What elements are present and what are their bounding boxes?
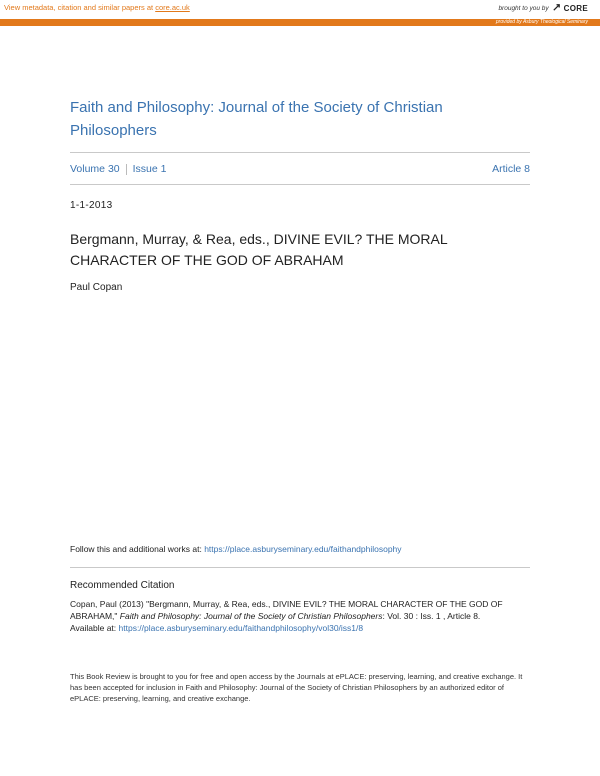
divider-citation <box>70 567 530 568</box>
core-logo-icon <box>552 3 561 14</box>
issue-link[interactable]: Issue 1 <box>132 163 167 175</box>
core-brand[interactable] <box>498 3 588 14</box>
publication-date: 1-1-2013 <box>70 200 113 211</box>
core-link-domain[interactable]: core.ac.uk <box>155 3 190 12</box>
citation-line2: : Vol. 30 : Iss. 1 , Article 8. <box>382 611 481 621</box>
recommended-citation-heading: Recommended Citation <box>70 580 175 591</box>
article-link[interactable]: Article 8 <box>492 163 530 175</box>
available-label: Available at: <box>70 623 119 633</box>
brought-to-you-text: brought to you by <box>498 5 549 12</box>
available-link[interactable]: https://place.asburyseminary.edu/faithandphilosophy/vol30/iss1/8 <box>118 623 364 633</box>
core-provided-by: provided by Asbury Theological Seminary <box>495 19 588 25</box>
core-banner-top <box>0 0 600 19</box>
divider-top <box>70 152 530 153</box>
core-logo-text: CORE <box>563 4 588 13</box>
core-metadata-link[interactable] <box>4 3 190 12</box>
author-name: Paul Copan <box>70 282 123 293</box>
core-banner <box>0 0 600 26</box>
volume-link[interactable]: Volume 30 <box>70 163 120 175</box>
core-link-prefix: View metadata, citation and similar papers at <box>4 3 156 12</box>
volume-issue-row <box>70 163 530 175</box>
article-title: Bergmann, Murray, & Rea, eds., DIVINE EVIL? THE MORAL CHARACTER OF THE GOD OF ABRAHAM <box>70 231 448 268</box>
follow-text: Follow this and additional works at: <box>70 544 205 554</box>
citation-journal: Faith and Philosophy: Journal of the Society of Christian Philosophers <box>119 611 383 621</box>
journal-title[interactable]: Faith and Philosophy: Journal of the Society of Christian Philosophers <box>70 99 443 139</box>
access-notice: This Book Review is brought to you for free and open access by the Journals at ePLACE: preserving, learning, and creative exchange. It has been accepted for inclusion in Faith and Philosophy: Journal of the Society of Christian Philosophers by an authorized editor of ePLACE: preserving, learning, and creative exchange. <box>70 672 523 703</box>
separator <box>126 164 127 175</box>
citation-text <box>70 598 530 634</box>
follow-link[interactable]: https://place.asburyseminary.edu/faithandphilosophy <box>204 544 402 554</box>
citation-line1: Copan, Paul (2013) "Bergmann, Murray, & Rea, eds., DIVINE EVIL? THE MORAL CHARACTER OF THE GOD OF ABRAHAM," <box>70 599 503 621</box>
divider-bottom <box>70 184 530 185</box>
follow-line <box>70 544 402 554</box>
core-provider-strip <box>0 19 600 26</box>
